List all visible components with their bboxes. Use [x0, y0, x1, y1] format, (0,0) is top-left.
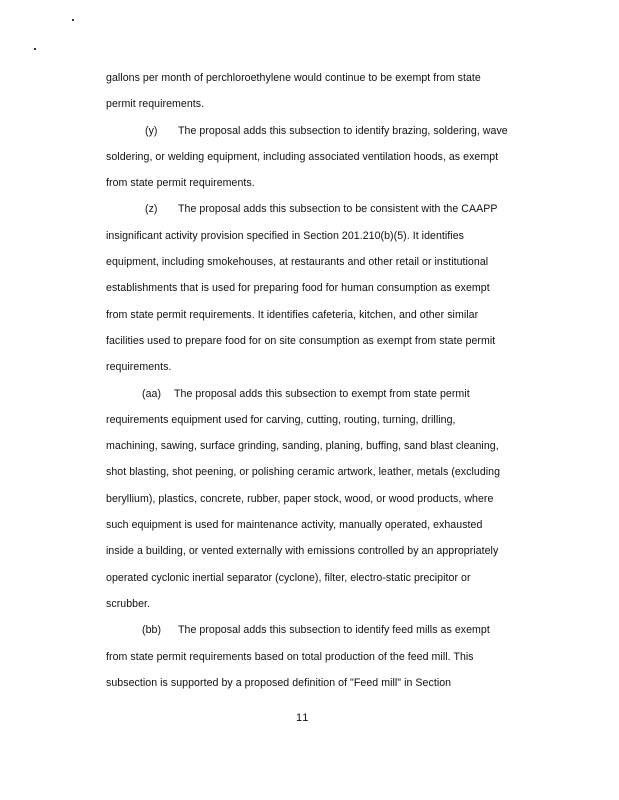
- text-line: establishments that is used for preparing food for human consumption as exempt: [106, 282, 490, 295]
- text-line: facilities used to prepare food for on site consumption as exempt from state permit: [106, 334, 496, 347]
- text-line: beryllium), plastics, concrete, rubber, paper stock, wood, or wood products, where: [106, 492, 494, 505]
- text-line: requirements.: [106, 361, 172, 374]
- text-line: subsection is supported by a proposed definition of "Feed mill" in Section: [106, 676, 452, 689]
- page-number: 11: [296, 712, 310, 724]
- text-line: from state permit requirements based on total production of the feed mill. This: [106, 650, 474, 663]
- text-line: insignificant activity provision specified in Section 201.210(b)(5). It identifies: [106, 229, 464, 242]
- text-line: The proposal adds this subsection to exempt from state permit: [174, 387, 470, 400]
- text-line: equipment, including smokehouses, at restaurants and other retail or institutional: [106, 256, 489, 269]
- paragraph-bb-first-line: [106, 622, 546, 648]
- text-line: inside a building, or vented externally with emissions controlled by an appropriately: [106, 545, 499, 558]
- paragraph-label: (aa): [142, 387, 162, 400]
- text-line: such equipment is used for maintenance activity, manually operated, exhausted: [106, 519, 483, 532]
- text-line: operated cyclonic inertial separator (cyclone), filter, electro-static precipitor or: [106, 571, 471, 584]
- text-line: The proposal adds this subsection to identify brazing, soldering, wave: [178, 124, 508, 137]
- document-body: [106, 70, 546, 701]
- paragraph-z-first-line: [106, 201, 546, 227]
- text-line: permit requirements.: [106, 98, 205, 111]
- scan-speck: [72, 19, 74, 21]
- paragraph-y-first-line: [106, 123, 546, 149]
- text-line: shot blasting, shot peening, or polishing ceramic artwork, leather, metals (excluding: [106, 466, 501, 479]
- text-line: from state permit requirements. It identifies cafeteria, kitchen, and other similar: [106, 308, 479, 321]
- text-line: The proposal adds this subsection to be consistent with the CAAPP: [178, 203, 498, 216]
- text-line: from state permit requirements.: [106, 177, 255, 190]
- scan-speck: [34, 48, 36, 50]
- text-line: The proposal adds this subsection to identify feed mills as exempt: [178, 624, 490, 637]
- paragraph-label: (bb): [142, 624, 162, 637]
- text-line: scrubber.: [106, 597, 151, 610]
- paragraph-aa-first-line: [106, 386, 546, 412]
- paragraph-label: (y): [145, 124, 158, 137]
- text-line: gallons per month of perchloroethylene would continue to be exempt from state: [106, 72, 481, 84]
- text-line: machining, sawing, surface grinding, sanding, planing, buffing, sand blast cleaning,: [106, 440, 499, 453]
- text-line: soldering, or welding equipment, including associated ventilation hoods, as exempt: [106, 150, 499, 163]
- text-line: requirements equipment used for carving, cutting, routing, turning, drilling,: [106, 413, 456, 426]
- paragraph-label: (z): [145, 203, 158, 216]
